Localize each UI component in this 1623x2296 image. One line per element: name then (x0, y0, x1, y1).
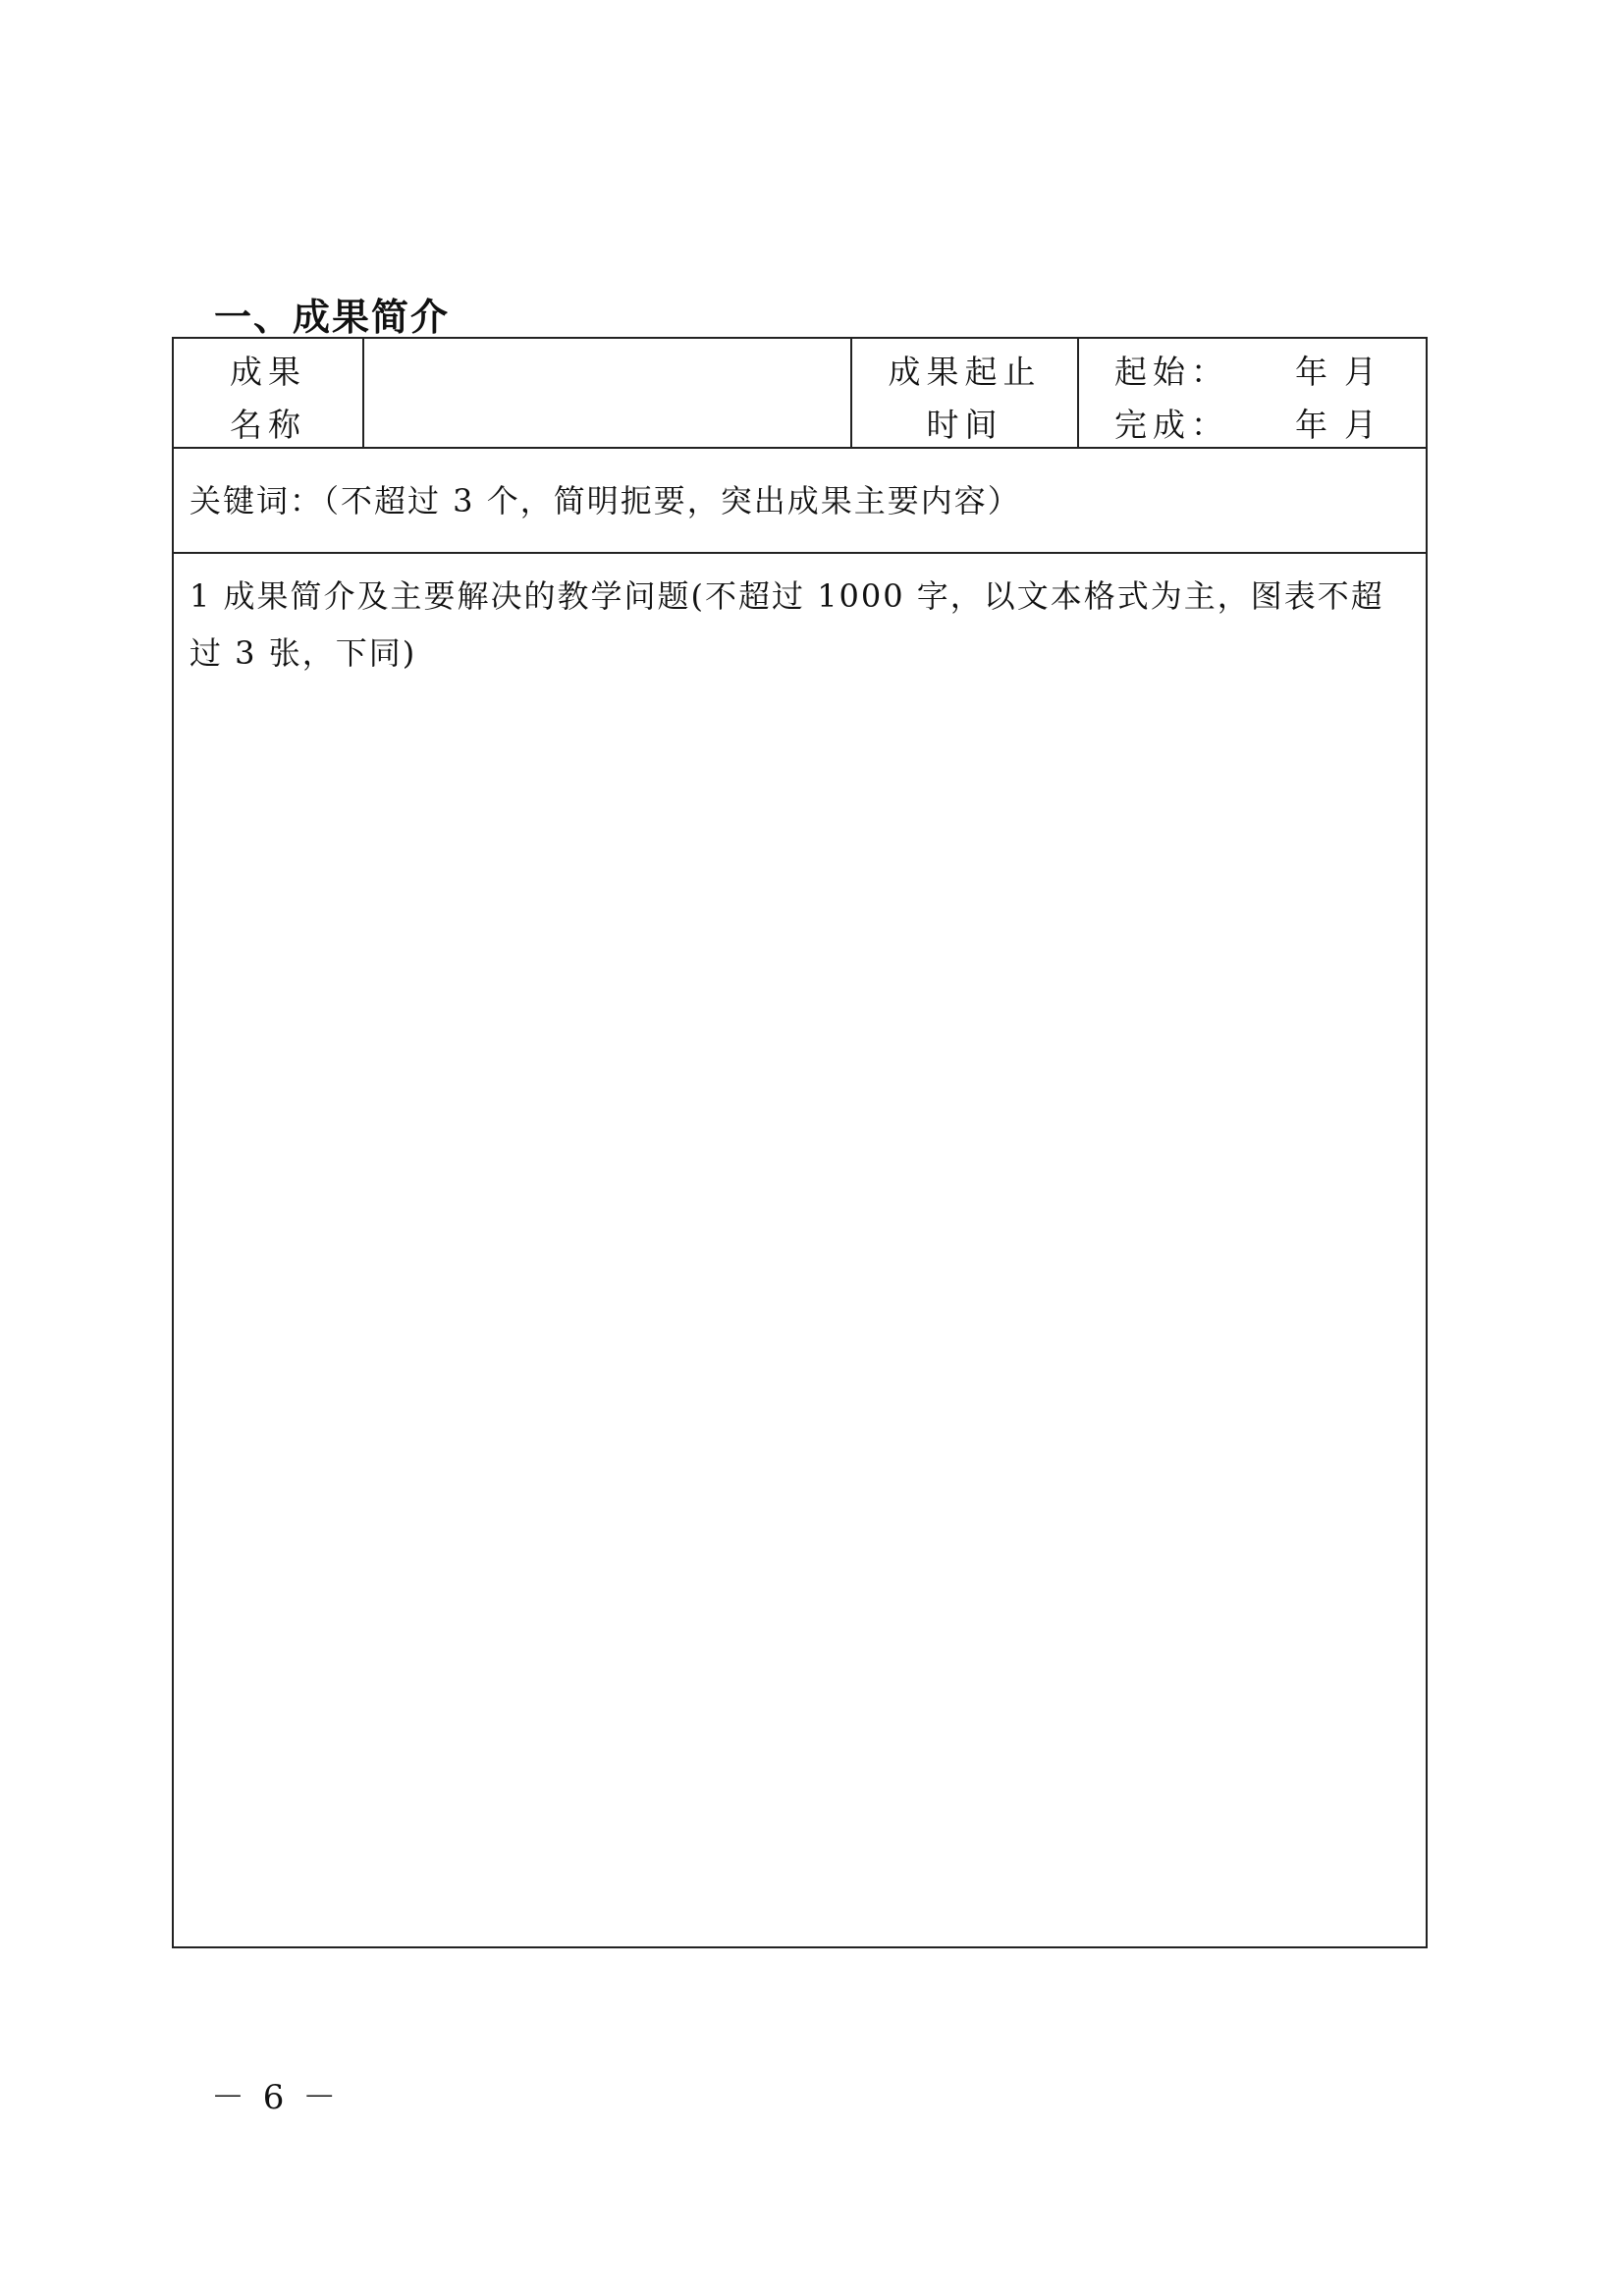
period-label-line-2: 时间 (926, 406, 1003, 444)
achievement-name-field[interactable] (364, 339, 852, 447)
achievement-name-label-line-2: 名称 (230, 406, 306, 444)
period-value-cell[interactable] (1079, 339, 1426, 447)
achievement-name-label-cell (174, 339, 364, 447)
end-year-label: 年 (1295, 406, 1327, 444)
achievement-summary-form (172, 337, 1428, 1948)
end-month-label: 月 (1344, 406, 1377, 444)
section-title: 一、成果简介 (214, 295, 451, 339)
keywords-prompt: 关键词：（不超过 3 个，简明扼要，突出成果主要内容） (189, 482, 1021, 519)
intro-row[interactable] (174, 554, 1426, 1946)
header-row (174, 339, 1426, 449)
intro-prompt: 1 成果简介及主要解决的教学问题(不超过 1000 字，以文本格式为主，图表不超过 3 张，下同) (189, 577, 1384, 672)
keywords-row[interactable] (174, 449, 1426, 554)
start-label: 起始： (1114, 353, 1229, 391)
period-label-cell (852, 339, 1079, 447)
start-month-label: 月 (1344, 353, 1377, 391)
start-year-label: 年 (1295, 353, 1327, 391)
end-label: 完成： (1114, 406, 1229, 444)
start-date-line (1079, 347, 1426, 394)
achievement-name-label-line-1: 成果 (230, 353, 306, 391)
period-label-line-1: 成果起止 (888, 353, 1042, 391)
end-date-line (1079, 400, 1426, 447)
page-number: － 6 － (211, 2078, 341, 2117)
